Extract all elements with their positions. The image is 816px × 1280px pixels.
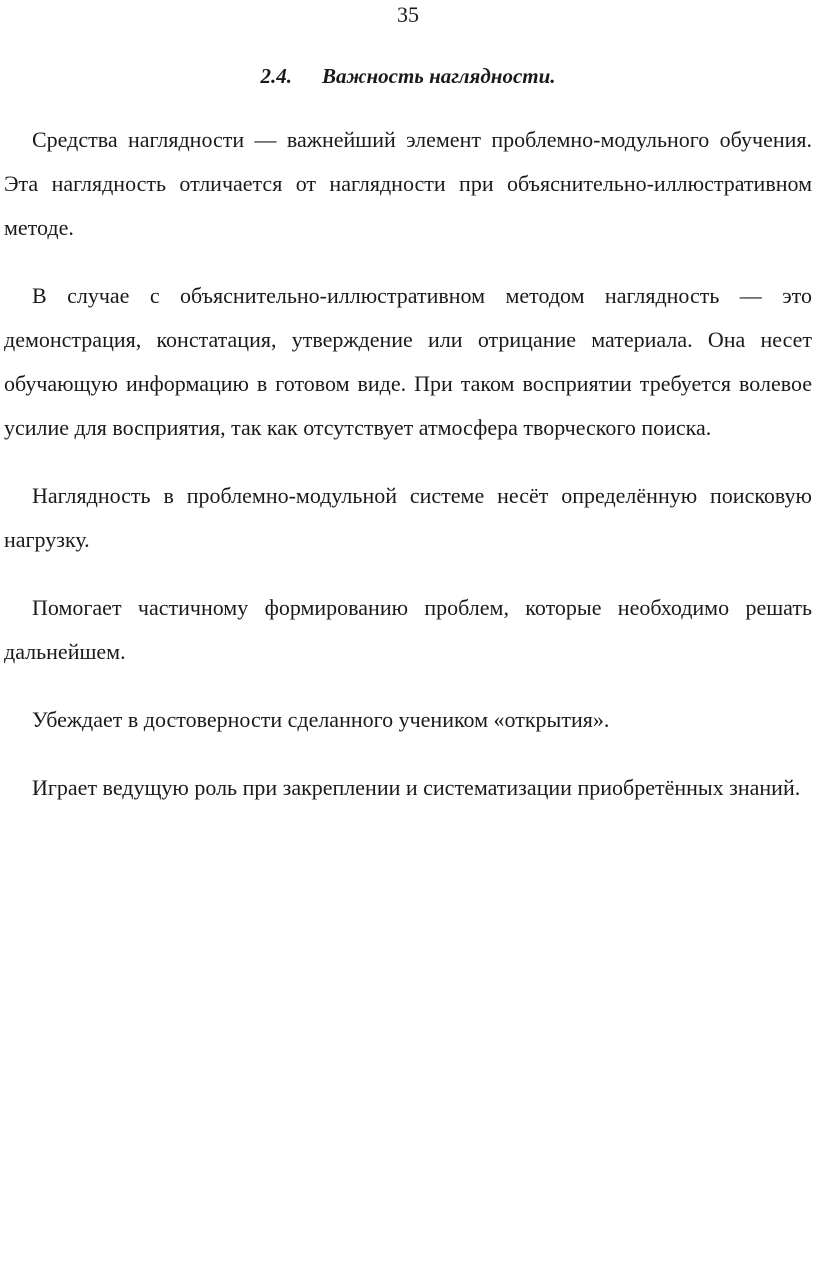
page-number: 35 [397,2,419,27]
section-title: Важность наглядности. [321,64,556,88]
paragraph-discovery-reliability: Убеждает в достоверности сделанного учеником «открытия». [32,707,610,732]
body-text [4,118,812,834]
paragraph-problem-formation: Помогает частичному формированию проблем, которые необходимо решать дальнейшем. [4,595,812,664]
section-heading [0,63,816,89]
paragraph-explanatory-method: В случае с объяснительно-иллюстративном методом наглядность — это демонстрация, констатация, утверждение или отрицание материала. Она несет обучающую информацию в готовом виде. При таком восприятии требуется волевое усилие для восприятия, так как отсутствует атмосфера творческого поиска. [4,283,812,440]
paragraph-visual-aids-definition: Средства наглядности — важнейший элемент проблемно-модульного обучения. Эта наглядность отличается от наглядности при объяснительно-иллюстративном методе. [4,127,812,240]
paragraph-search-load: Наглядность в проблемно-модульной системе несёт определённую поисковую нагрузку. [4,483,812,552]
section-number: 2.4. [260,64,292,88]
paragraph-knowledge-consolidation: Играет ведущую роль при закреплении и систематизации приобретённых знаний. [32,775,801,800]
